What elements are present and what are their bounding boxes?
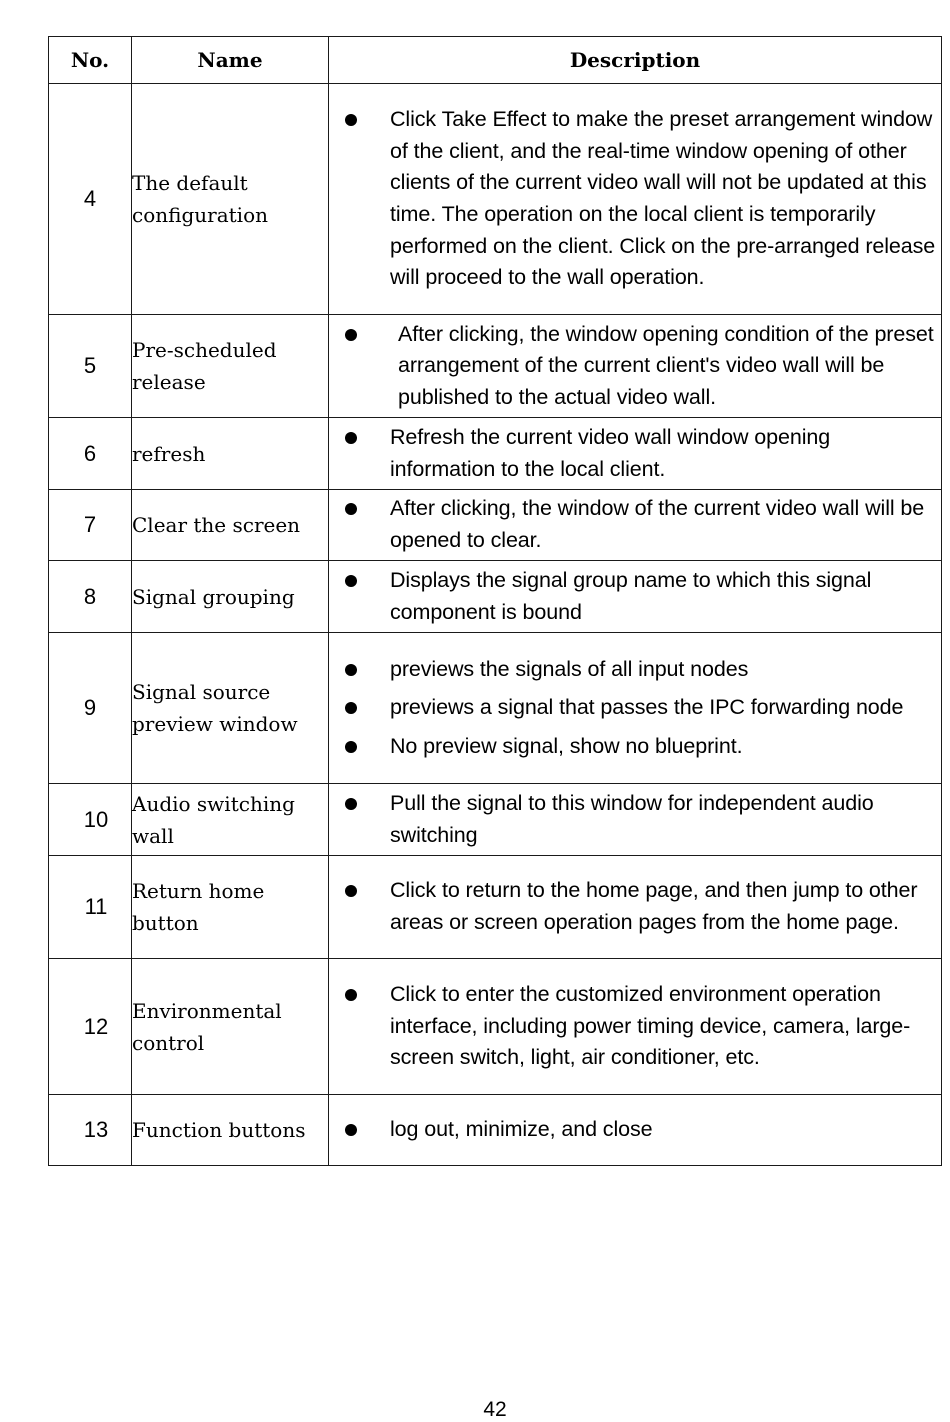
bullet-item <box>329 654 941 686</box>
bullet-icon <box>345 885 357 897</box>
row-number: 7 <box>49 490 132 561</box>
bullet-item <box>329 565 941 628</box>
bullet-list <box>329 493 941 556</box>
row-description <box>329 633 942 784</box>
table-row <box>49 561 942 633</box>
bullet-list <box>329 1114 941 1146</box>
bullet-list <box>329 875 941 938</box>
bullet-text: Click to return to the home page, and then jump to other areas or screen operation pages from the home page. <box>390 878 918 934</box>
table-row <box>49 84 942 315</box>
table-header-row <box>49 37 942 84</box>
row-number: 9 <box>49 633 132 784</box>
bullet-text: log out, minimize, and close <box>390 1117 653 1142</box>
bullet-icon <box>345 114 357 126</box>
header-description: Description <box>329 37 942 84</box>
row-name: Audio switching wall <box>132 784 329 856</box>
row-description <box>329 490 942 561</box>
bullet-item <box>329 493 941 556</box>
row-number: 12 <box>49 959 132 1095</box>
bullet-item <box>329 788 941 851</box>
row-number: 5 <box>49 315 132 418</box>
row-description <box>329 418 942 490</box>
bullet-text: Displays the signal group name to which this signal component is bound <box>390 567 872 624</box>
bullet-item <box>329 979 941 1074</box>
bullet-icon <box>345 989 357 1001</box>
row-name: Function buttons <box>132 1095 329 1166</box>
row-description <box>329 1095 942 1166</box>
row-name: Return home button <box>132 856 329 959</box>
bullet-text: Pull the signal to this window for independent audio switching <box>390 790 874 847</box>
bullet-text: No preview signal, show no blueprint. <box>390 733 743 758</box>
bullet-text: previews a signal that passes the IPC forwarding node <box>390 695 904 720</box>
row-description <box>329 856 942 959</box>
table-row <box>49 784 942 856</box>
bullet-icon <box>345 798 357 810</box>
table-row <box>49 418 942 490</box>
bullet-text: After clicking, the window of the current video wall will be opened to clear. <box>390 496 925 552</box>
bullet-icon <box>345 1124 357 1136</box>
table-row <box>49 490 942 561</box>
table-row <box>49 856 942 959</box>
table-row <box>49 633 942 784</box>
row-description <box>329 784 942 856</box>
bullet-icon <box>345 575 357 587</box>
page-number: 42 <box>483 1398 507 1421</box>
row-number: 8 <box>49 561 132 633</box>
bullet-text: Click Take Effect to make the preset arrangement window of the client, and the real-time window opening of other clients of the current video wall will not be updated at this time. The operation on the local client is temporarily performed on the client. Click on the pre-arranged release will proceed to the wall operation. <box>390 107 936 290</box>
bullet-icon <box>345 329 357 341</box>
row-name: refresh <box>132 418 329 490</box>
bullet-text: Refresh the current video wall window opening information to the local client. <box>390 424 831 481</box>
row-number: 13 <box>49 1095 132 1166</box>
bullet-list <box>329 104 941 294</box>
bullet-icon <box>345 702 357 714</box>
header-name: Name <box>132 37 329 84</box>
bullet-text: previews the signals of all input nodes <box>390 656 749 681</box>
bullet-item <box>329 319 941 414</box>
row-description <box>329 561 942 633</box>
bullet-item <box>329 1114 941 1146</box>
bullet-list <box>329 654 941 763</box>
bullet-item <box>329 731 941 763</box>
bullet-list <box>329 319 941 414</box>
row-name: Environmental control <box>132 959 329 1095</box>
row-description <box>329 84 942 315</box>
bullet-icon <box>345 664 357 676</box>
table-row <box>49 959 942 1095</box>
row-number: 4 <box>49 84 132 315</box>
row-name: Signal source preview window <box>132 633 329 784</box>
bullet-item <box>329 422 941 485</box>
bullet-icon <box>345 432 357 444</box>
bullet-item <box>329 104 941 294</box>
row-name: The default configuration <box>132 84 329 315</box>
table-row <box>49 315 942 418</box>
bullet-text: Click to enter the customized environment operation interface, including power timing device, camera, large-screen switch, light, air conditioner, etc. <box>390 982 911 1070</box>
row-number: 11 <box>49 856 132 959</box>
row-description <box>329 959 942 1095</box>
header-no: No. <box>49 37 132 84</box>
bullet-item <box>329 692 941 724</box>
bullet-list <box>329 788 941 851</box>
row-number: 10 <box>49 784 132 856</box>
table-row <box>49 1095 942 1166</box>
bullet-icon <box>345 741 357 753</box>
row-number: 6 <box>49 418 132 490</box>
bullet-icon <box>345 503 357 515</box>
row-name: Clear the screen <box>132 490 329 561</box>
row-name: Pre-scheduled release <box>132 315 329 418</box>
bullet-list <box>329 979 941 1074</box>
row-name: Signal grouping <box>132 561 329 633</box>
bullet-list <box>329 422 941 485</box>
bullet-item <box>329 875 941 938</box>
bullet-text: After clicking, the window opening condition of the preset arrangement of the current client's video wall will be published to the actual video wall. <box>398 321 934 409</box>
row-description <box>329 315 942 418</box>
bullet-list <box>329 565 941 628</box>
description-table <box>48 36 942 1166</box>
